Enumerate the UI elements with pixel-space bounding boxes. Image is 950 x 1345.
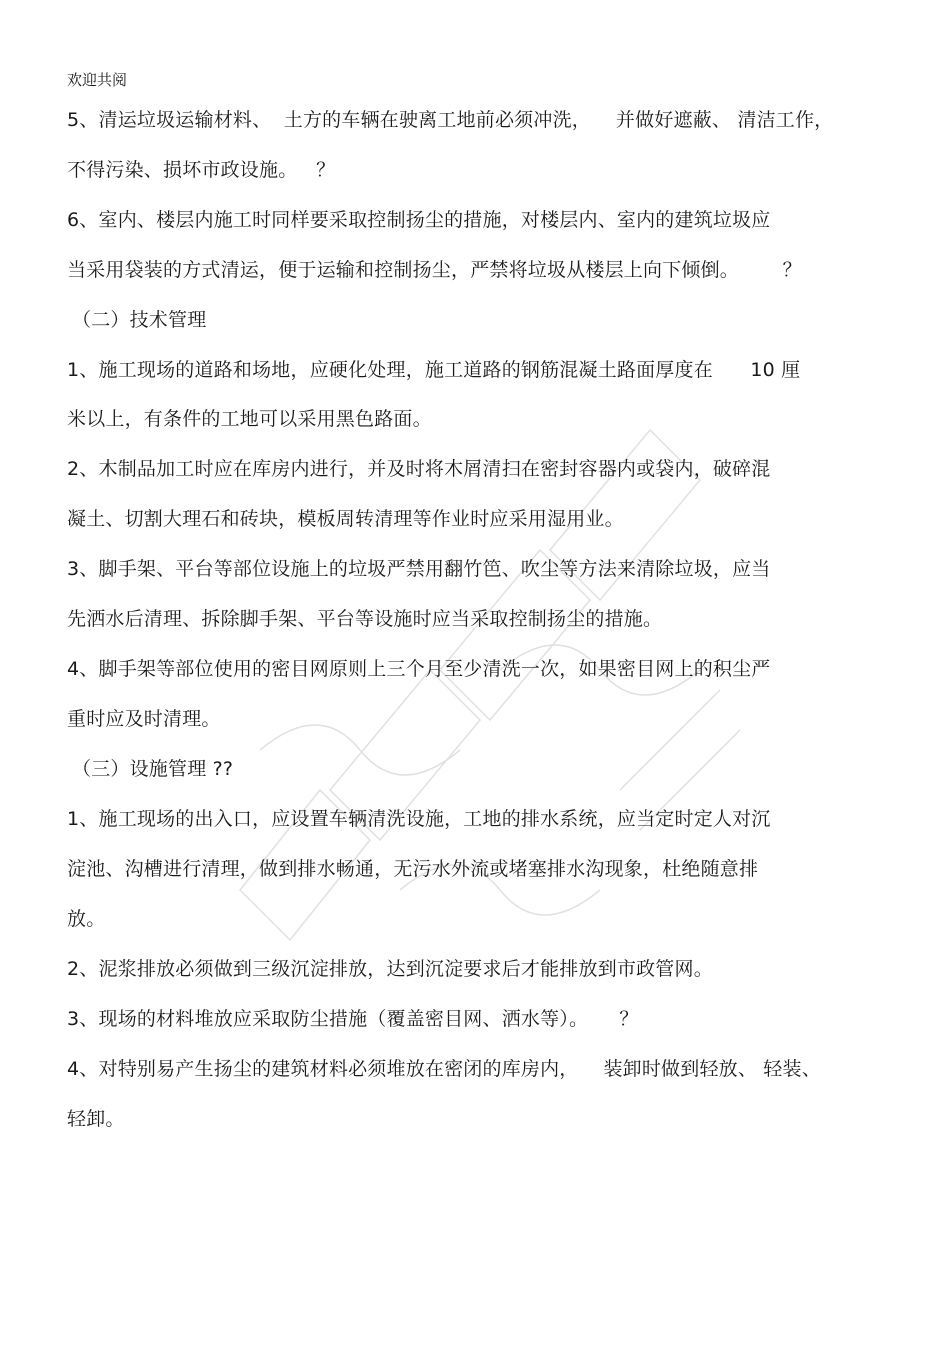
page-header: 欢迎共阅 — [67, 71, 128, 89]
paragraph-line: 当采用袋装的方式清运，便于运输和控制扬尘，严禁将垃圾从楼层上向下倾倒。 ？ — [67, 259, 802, 281]
paragraph-line: 轻卸。 — [67, 1108, 125, 1130]
paragraph-line: 淀池、沟槽进行清理，做到排水畅通，无污水外流或堵塞排水沟现象，杜绝随意排 — [67, 858, 759, 880]
paragraph-line: 3、现场的材料堆放应采取防尘措施（覆盖密目网、洒水等）。 ？ — [67, 1008, 639, 1030]
paragraph-line: 不得污染、损坏市政设施。 ？ — [67, 159, 336, 181]
paragraph-line: 重时应及时清理。 — [67, 708, 221, 730]
paragraph-line: 米以上，有条件的工地可以采用黑色路面。 — [67, 408, 432, 430]
paragraph-line: 4、脚手架等部位使用的密目网原则上三个月至少清洗一次，如果密目网上的积尘严 — [67, 658, 771, 680]
paragraph-line: 4、对特别易产生扬尘的建筑材料必须堆放在密闭的库房内， 装卸时做到轻放、 轻装、 — [67, 1058, 821, 1080]
paragraph-line: 2、木制品加工时应在库房内进行，并及时将木屑清扫在密封容器内或袋内，破碎混 — [67, 458, 771, 480]
paragraph-line: 2、泥浆排放必须做到三级沉淀排放，达到沉淀要求后才能排放到市政管网。 — [67, 958, 713, 980]
paragraph-line: 5、清运垃圾运输材料、 土方的车辆在驶离工地前必须冲洗， 并做好遮蔽、 清洁工作， — [67, 109, 834, 131]
paragraph-line: 凝土、切割大理石和砖块，模板周转清理等作业时应采用湿用业。 — [67, 508, 624, 530]
paragraph-line: 3、脚手架、平台等部位设施上的垃圾严禁用翻竹笆、吹尘等方法来清除垃圾，应当 — [67, 558, 771, 580]
section-heading: （三）设施管理 ?? — [72, 758, 234, 780]
paragraph-line: 先洒水后清理、拆除脚手架、平台等设施时应当采取控制扬尘的措施。 — [67, 608, 663, 630]
section-heading: （二）技术管理 — [72, 309, 207, 331]
paragraph-line: 6、室内、楼层内施工时同样要采取控制扬尘的措施，对楼层内、室内的建筑垃圾应 — [67, 209, 771, 231]
paragraph-line: 1、施工现场的出入口，应设置车辆清洗设施，工地的排水系统，应当定时定人对沉 — [67, 808, 771, 830]
paragraph-line: 放。 — [67, 908, 106, 930]
paragraph-line: 1、施工现场的道路和场地，应硬化处理，施工道路的钢筋混凝土路面厚度在 10 厘 — [67, 359, 801, 381]
